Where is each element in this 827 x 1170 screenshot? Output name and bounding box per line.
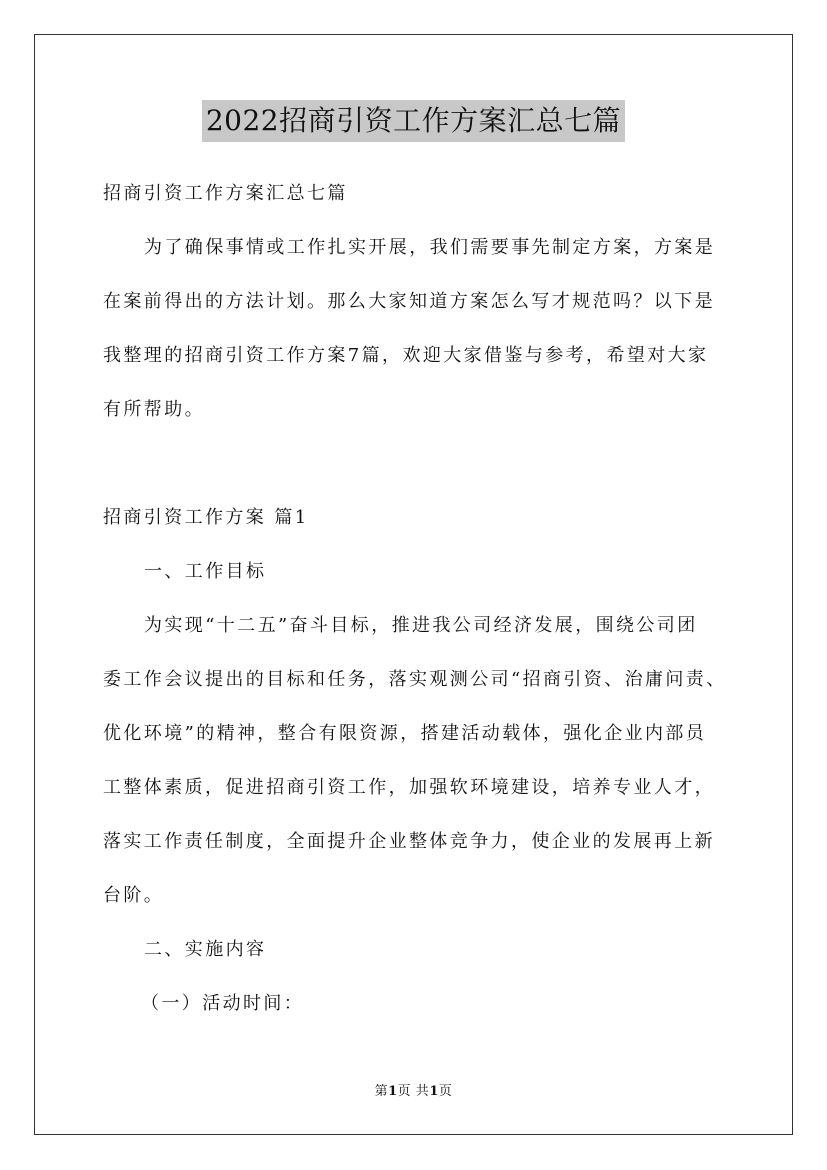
goal-line-6: 台阶。 [103, 885, 165, 906]
document-subtitle: 招商引资工作方案汇总七篇 [103, 183, 348, 204]
page-prefix: 第 [374, 1084, 389, 1099]
goal-line-5: 落实工作责任制度，全面提升企业整体竞争力，使企业的发展再上新 [103, 831, 715, 852]
page-footer [0, 1083, 827, 1101]
intro-line-2: 在案前得出的方法计划。那么大家知道方案怎么写才规范吗？以下是 [103, 291, 715, 312]
goal-line-1: 为实现“十二五”奋斗目标，推进我公司经济发展，围绕公司团 [144, 615, 698, 636]
intro-line-1: 为了确保事情或工作扎实开展，我们需要事先制定方案，方案是 [144, 237, 716, 258]
page-mid: 页 共 [397, 1084, 430, 1099]
intro-line-3: 我整理的招商引资工作方案7篇，欢迎大家借鉴与参考，希望对大家 [103, 345, 709, 366]
goal-line-4: 工整体素质，促进招商引资工作，加强软环境建设，培养专业人才， [103, 777, 715, 798]
document-title: 2022招商引资工作方案汇总七篇 [202, 100, 625, 142]
page-total: 1 [429, 1084, 439, 1099]
title-container [0, 100, 827, 142]
intro-line-4: 有所帮助。 [103, 399, 205, 420]
page-suffix: 页 [438, 1084, 453, 1099]
heading-work-goal: 一、工作目标 [144, 561, 267, 582]
heading-implementation: 二、实施内容 [144, 939, 267, 960]
page-current: 1 [388, 1084, 398, 1099]
goal-line-3: 优化环境”的精神，整合有限资源，搭建活动载体，强化企业内部员 [103, 723, 707, 744]
section-heading: 招商引资工作方案 篇1 [103, 507, 309, 528]
goal-line-2: 委工作会议提出的目标和任务，落实观测公司“招商引资、治庸问责、 [103, 669, 727, 690]
sub-heading-activity-time: （一）活动时间： [141, 993, 305, 1014]
